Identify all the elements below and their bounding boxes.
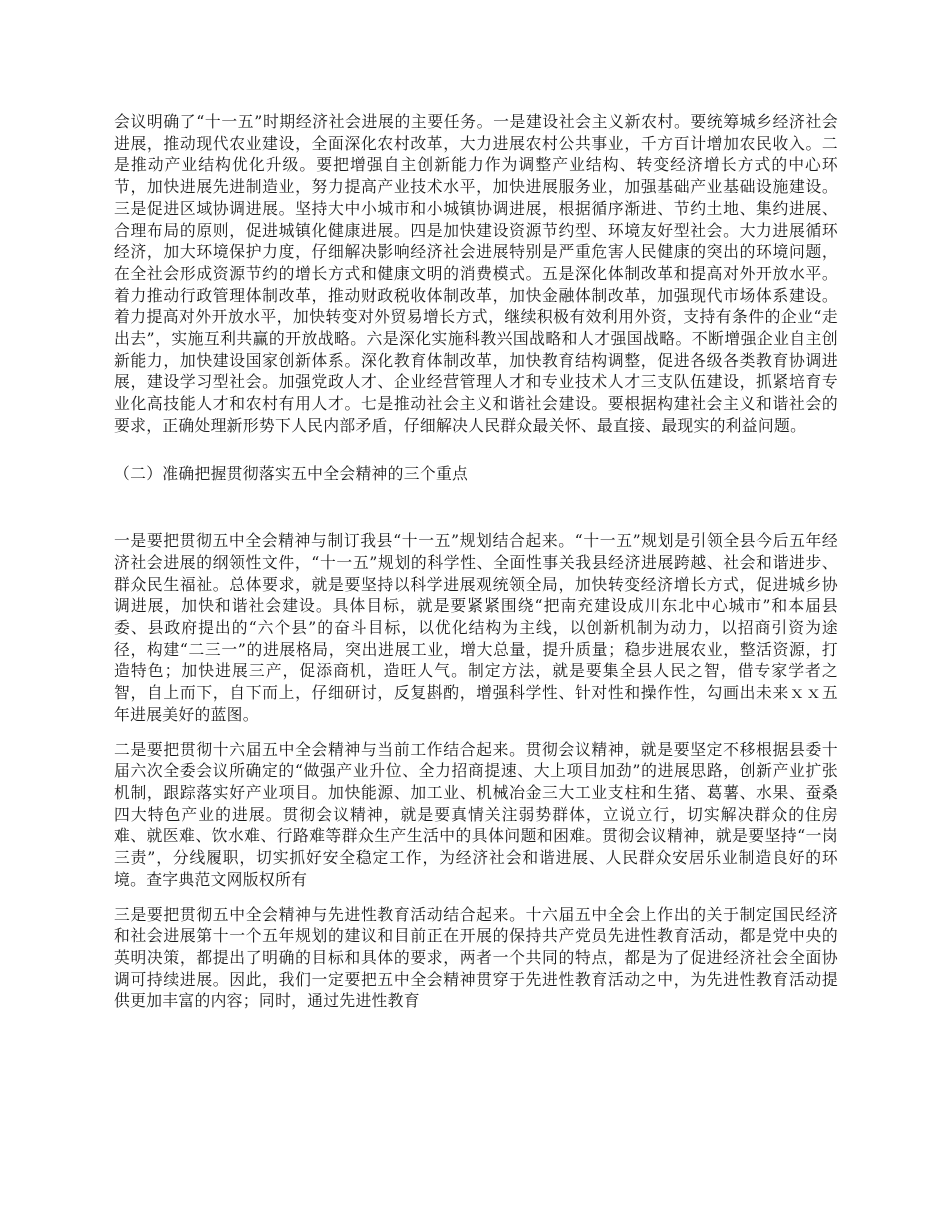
paragraph-point-three: 三是要把贯彻五中全会精神与先进性教育活动结合起来。十六届五中全会上作出的关于制定国民经济和社会进展第十一个五年规划的建议和目前正在开展的保持共产党员先进性教育活动，都是党中央的英明决策，都提出了明确的目标和具体的要求，两者一个共同的特点，都是为了促进经济社会全面协调可持续进展。因此，我们一定要把五中全会精神贯穿于先进性教育活动之中，为先进性教育活动提供更加丰富的内容；同时，通过先进性教育 <box>114 904 838 1011</box>
paragraph-point-two: 二是要把贯彻十六届五中全会精神与当前工作结合起来。贯彻会议精神，就是要坚定不移根据县委十届六次全委会议所确定的“做强产业升位、全力招商提速、大上项目加劲”的进展思路，创新产业扩张机制，跟踪落实好产业项目。加快能源、加工业、机械冶金三大工业支柱和生猪、葛薯、水果、蚕桑四大特色产业的进展。贯彻会议精神，就是要真情关注弱势群体，立说立行，切实解决群众的住房难、就医难、饮水难、行路难等群众生产生活中的具体问题和困难。贯彻会议精神，就是要坚持“一岗三责”，分线履职，切实抓好安全稳定工作，为经济社会和谐进展、人民群众安居乐业制造良好的环境。查字典范文网版权所有 <box>114 739 838 889</box>
section-heading: （二）准确把握贯彻落实五中全会精神的三个重点 <box>114 463 469 483</box>
document-body <box>114 111 838 1012</box>
paragraph-point-one: 一是要把贯彻五中全会精神与制订我县“十一五”规划结合起来。“十一五”规划是引领全县今后五年经济社会进展的纲领性文件，“十一五”规划的科学性、全面性事关我县经济进展跨越、社会和谐进步、群众民生福祉。总体要求，就是要坚持以科学进展观统领全局，加快转变经济增长方式，促进城乡协调进展，加快和谐社会建设。具体目标，就是要紧紧围绕“把南充建设成川东北中心城市”和本届县委、县政府提出的“六个县”的奋斗目标，以优化结构为主线，以创新机制为动力，以招商引资为途径，构建“二三一”的进展格局，突出进展工业，增大总量，提升质量；稳步进展农业，整活资源，打造特色；加快进展三产，促添商机，造旺人气。制定方法，就是要集全县人民之智，借专家学者之智，自上而下，自下而上，仔细研讨，反复斟酌，增强科学性、针对性和操作性，勾画出未来ｘｘ五年进展美好的蓝图。 <box>114 531 838 724</box>
paragraph-main-tasks: 会议明确了“十一五”时期经济社会进展的主要任务。一是建设社会主义新农村。要统筹城乡经济社会进展，推动现代农业建设，全面深化农村改革，大力进展农村公共事业，千方百计增加农民收入。二是推动产业结构优化升级。要把增强自主创新能力作为调整产业结构、转变经济增长方式的中心环节，加快进展先进制造业，努力提高产业技术水平，加快进展服务业，加强基础产业基础设施建设。三是促进区域协调进展。坚持大中小城市和小城镇协调进展，根据循序渐进、节约土地、集约进展、合理布局的原则，促进城镇化健康进展。四是加快建设资源节约型、环境友好型社会。大力进展循环经济，加大环境保护力度，仔细解决影响经济社会进展特别是严重危害人民健康的突出的环境问题，在全社会形成资源节约的增长方式和健康文明的消费模式。五是深化体制改革和提高对外开放水平。着力推动行政管理体制改革，推动财政税收体制改革，加快金融体制改革，加强现代市场体系建设。着力提高对外开放水平，加快转变对外贸易增长方式，继续积极有效利用外资，支持有条件的企业“走出去”，实施互利共赢的开放战略。六是深化实施科教兴国战略和人才强国战略。不断增强企业自主创新能力，加快建设国家创新体系。深化教育体制改革，加快教育结构调整，促进各级各类教育协调进展，建设学习型社会。加强党政人才、企业经营管理人才和专业技术人才三支队伍建设，抓紧培育专业化高技能人才和农村有用人才。七是推动社会主义和谐社会建设。要根据构建社会主义和谐社会的要求，正确处理新形势下人民内部矛盾，仔细解决人民群众最关怀、最直接、最现实的利益问题。 <box>114 112 838 435</box>
